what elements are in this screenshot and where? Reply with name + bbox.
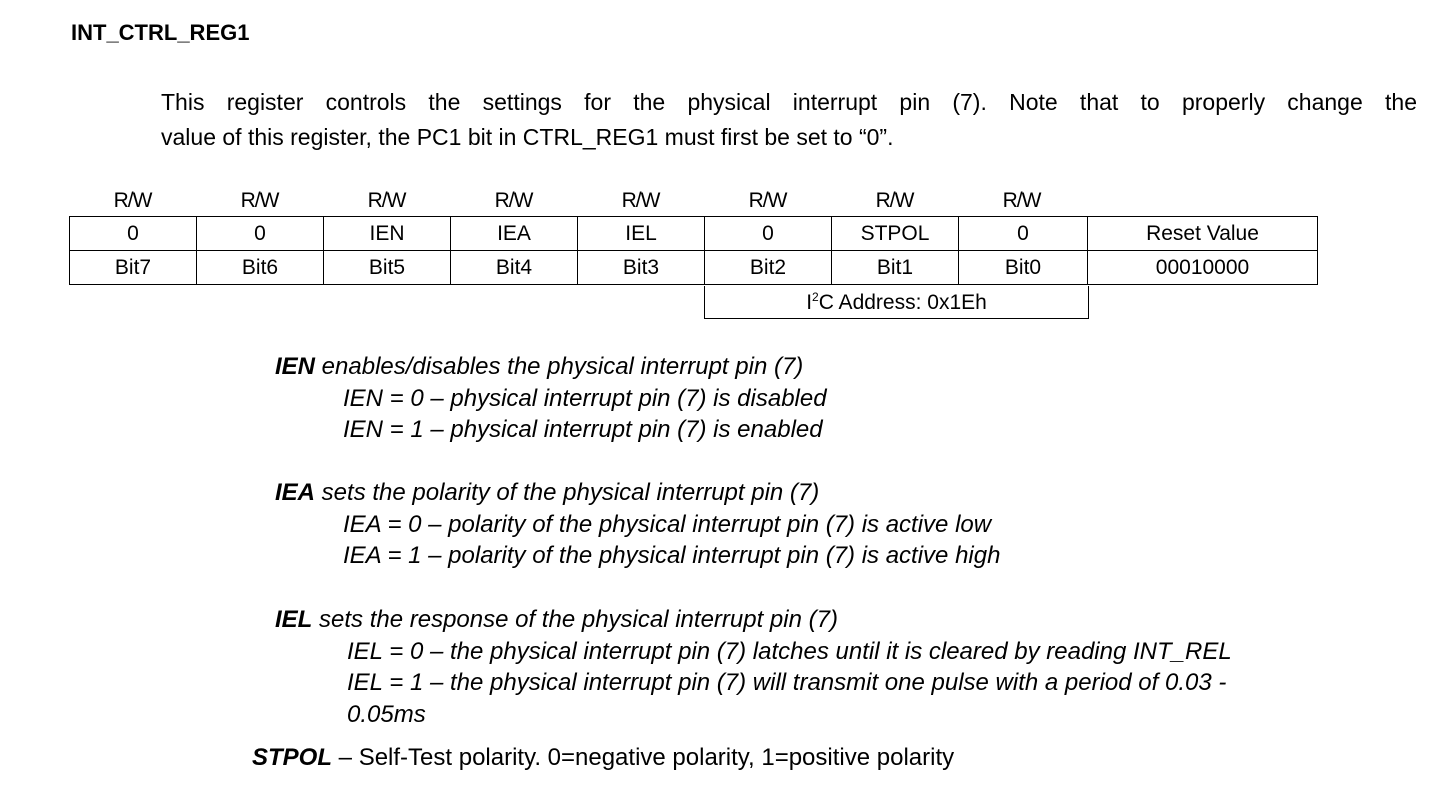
bit-cell-7: Bit7 bbox=[70, 251, 197, 285]
access-label-bit1: R/W bbox=[875, 189, 914, 212]
register-title: INT_CTRL_REG1 bbox=[71, 20, 250, 45]
iea-name: IEA bbox=[275, 479, 316, 506]
intro-line: value of this register, the PC1 bit in CTRL_REG1 must first be set to “0”. bbox=[161, 124, 894, 150]
bit-cell-4: Bit4 bbox=[451, 251, 578, 285]
field-cell-bit7: 0 bbox=[70, 217, 197, 251]
reset-value: 00010000 bbox=[1088, 251, 1318, 285]
iel-option-1: IEL = 1 – the physical interrupt pin (7) will transmit one pulse with a period of 0.03 - bbox=[347, 669, 1227, 696]
iea-option-1: IEA = 1 – polarity of the physical interrupt pin (7) is active high bbox=[343, 542, 1001, 569]
bit-cell-3: Bit3 bbox=[578, 251, 705, 285]
iea-heading bbox=[275, 477, 1000, 509]
bit-cell-0: Bit0 bbox=[959, 251, 1088, 285]
intro-line: This register controls the settings for the physical interrupt pin (7). Note that to properly change the bbox=[161, 89, 1417, 115]
i2c-address-prefix: I bbox=[806, 291, 813, 314]
iel-text: sets the response of the physical interrupt pin (7) bbox=[312, 606, 838, 633]
ien-heading bbox=[275, 351, 827, 383]
field-cell-bit3: IEL bbox=[578, 217, 705, 251]
access-label-bit3: R/W bbox=[621, 189, 660, 212]
i2c-address-superscript: 2 bbox=[812, 290, 819, 304]
iea-text: sets the polarity of the physical interrupt pin (7) bbox=[315, 479, 820, 506]
access-label-bit5: R/W bbox=[367, 189, 406, 212]
iel-option-0: IEL = 0 – the physical interrupt pin (7) latches until it is cleared by reading INT_REL bbox=[347, 637, 1232, 665]
ien-option-0: IEN = 0 – physical interrupt pin (7) is disabled bbox=[343, 384, 827, 412]
iea-option-0: IEA = 0 – polarity of the physical interrupt pin (7) is active low bbox=[343, 510, 992, 538]
stpol-name: STPOL bbox=[252, 744, 333, 771]
access-label-bit4: R/W bbox=[494, 189, 533, 212]
iel-name: IEL bbox=[275, 606, 313, 633]
iel-description bbox=[275, 604, 1232, 730]
bit-cell-2: Bit2 bbox=[705, 251, 832, 285]
iea-description bbox=[275, 477, 1000, 572]
bit-cell-1: Bit1 bbox=[832, 251, 959, 285]
bit-cell-6: Bit6 bbox=[197, 251, 324, 285]
field-cell-bit0: 0 bbox=[959, 217, 1088, 251]
field-cell-bit4: IEA bbox=[451, 217, 578, 251]
ien-description bbox=[275, 351, 827, 446]
field-row bbox=[70, 217, 1318, 251]
field-cell-bit2: 0 bbox=[705, 217, 832, 251]
access-label-bit0: R/W bbox=[1002, 189, 1041, 212]
stpol-text: – Self-Test polarity. 0=negative polarity, 1=positive polarity bbox=[332, 744, 955, 771]
bit-row bbox=[70, 251, 1318, 285]
register-intro bbox=[161, 85, 1417, 155]
access-label-bit2: R/W bbox=[748, 189, 787, 212]
i2c-address bbox=[704, 286, 1089, 319]
register-table bbox=[69, 216, 1318, 285]
ien-option-1: IEN = 1 – physical interrupt pin (7) is enabled bbox=[343, 416, 823, 443]
access-label-bit6: R/W bbox=[240, 189, 279, 212]
iel-heading bbox=[275, 604, 1232, 636]
reset-value-label: Reset Value bbox=[1088, 217, 1318, 251]
field-cell-bit6: 0 bbox=[197, 217, 324, 251]
i2c-address-text: C Address: 0x1Eh bbox=[818, 291, 987, 314]
access-label-bit7: R/W bbox=[113, 189, 152, 212]
field-cell-bit1: STPOL bbox=[832, 217, 959, 251]
bit-cell-5: Bit5 bbox=[324, 251, 451, 285]
iel-option-1-continued: 0.05ms bbox=[347, 700, 426, 728]
stpol-description bbox=[252, 744, 954, 772]
ien-name: IEN bbox=[275, 353, 316, 380]
ien-text: enables/disables the physical interrupt pin (7) bbox=[315, 353, 804, 380]
field-cell-bit5: IEN bbox=[324, 217, 451, 251]
